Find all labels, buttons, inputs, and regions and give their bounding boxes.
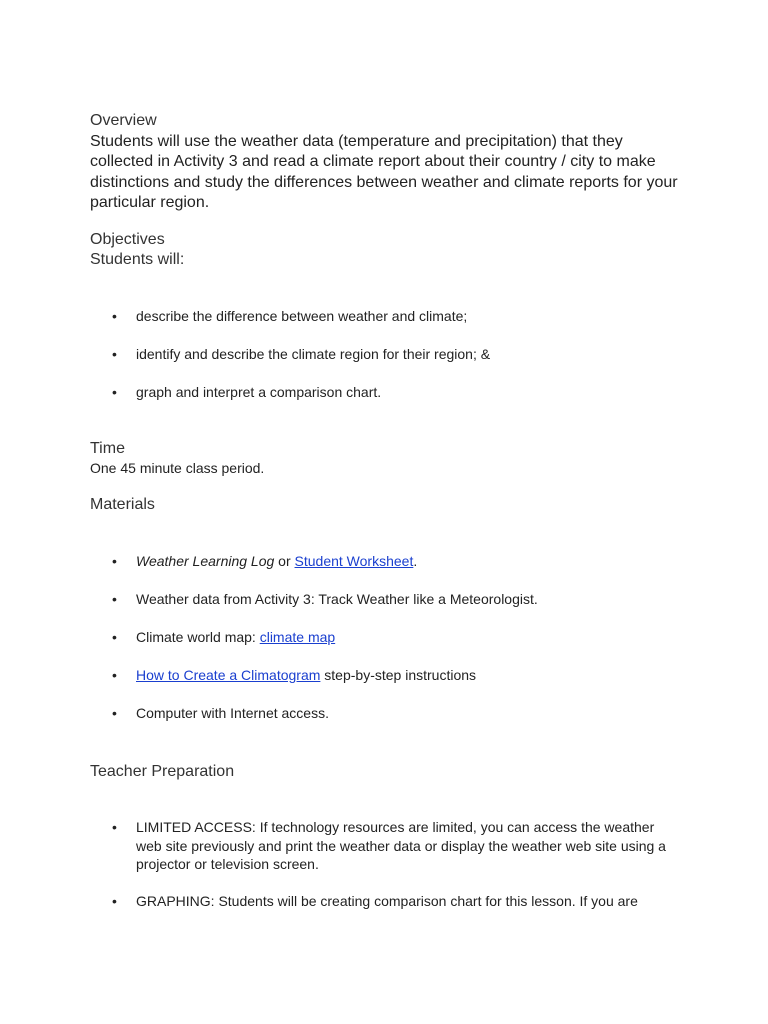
- objectives-intro: Students will:: [90, 251, 185, 268]
- material-item-2: Weather data from Activity 3: Track Weather like a Meteorologist.: [136, 591, 538, 607]
- bullet-icon: •: [112, 705, 117, 721]
- bullet-icon: •: [112, 346, 117, 362]
- time-heading: Time: [90, 440, 125, 457]
- objectives-heading: Objectives: [90, 231, 165, 248]
- student-worksheet-link[interactable]: Student Worksheet: [294, 553, 414, 569]
- bullet-icon: •: [112, 629, 117, 645]
- bullet-icon: •: [112, 384, 117, 400]
- material-item-5: Computer with Internet access.: [136, 705, 329, 721]
- objective-text: identify and describe the climate region for their region; &: [136, 346, 491, 362]
- material-item-1-mid: or: [274, 553, 295, 569]
- objective-text: describe the difference between weather and climate;: [136, 308, 468, 324]
- teacher-prep-text: GRAPHING: Students will be creating comparison chart for this lesson. If you are: [136, 893, 638, 909]
- climate-map-link[interactable]: climate map: [259, 629, 336, 645]
- material-item-4: [136, 666, 476, 685]
- climatogram-link[interactable]: How to Create a Climatogram: [136, 667, 321, 683]
- overview-heading: Overview: [90, 112, 157, 129]
- material-item-3-text: Climate world map:: [136, 629, 260, 645]
- overview-body: Students will use the weather data (temperature and precipitation) that they collected in Activity 3 and read a climate report about their country / city to make distinctions and study the differences between weather and climate reports for your particular region.: [90, 133, 678, 211]
- material-item-1-end: .: [413, 553, 418, 569]
- teacher-prep-text: LIMITED ACCESS: If technology resources are limited, you can access the weather web site previously and print the weather data or display the weather web site using a projector or television screen.: [136, 819, 666, 872]
- bullet-icon: •: [112, 667, 117, 683]
- material-item-1: [136, 552, 417, 571]
- bullet-icon: •: [112, 591, 117, 607]
- bullet-icon: •: [112, 308, 117, 324]
- material-item-4-text: step-by-step instructions: [320, 667, 477, 683]
- bullet-icon: •: [112, 893, 117, 909]
- teacher-prep-heading: Teacher Preparation: [90, 763, 235, 780]
- material-item-3: [136, 628, 335, 647]
- materials-heading: Materials: [90, 496, 155, 513]
- objective-text: graph and interpret a comparison chart.: [136, 384, 382, 400]
- bullet-icon: •: [112, 553, 117, 569]
- bullet-icon: •: [112, 819, 117, 835]
- learning-log-title: Weather Learning Log: [136, 553, 275, 569]
- time-body: One 45 minute class period.: [90, 460, 265, 476]
